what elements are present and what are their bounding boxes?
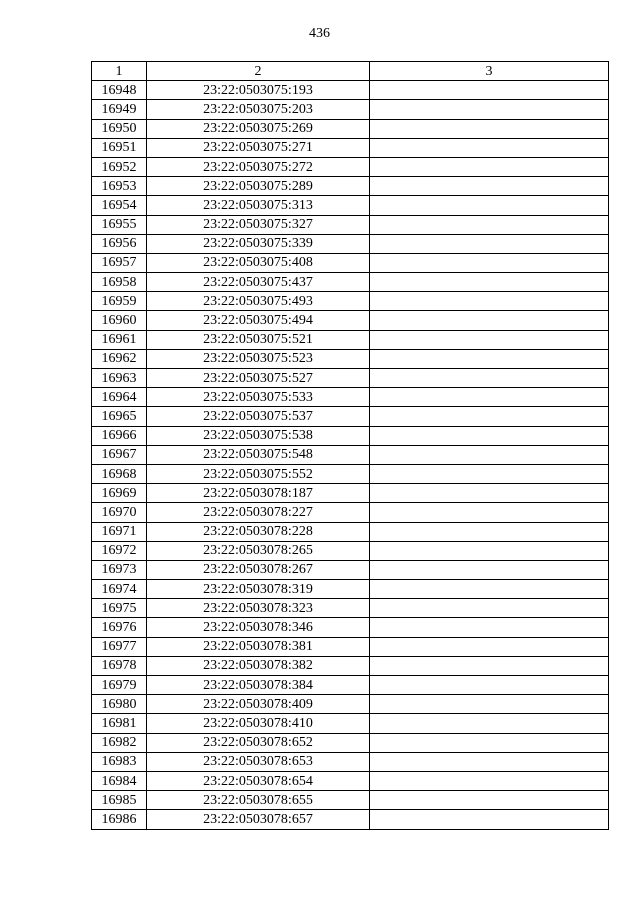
note-cell: [370, 656, 609, 675]
table-row: [92, 445, 609, 464]
table-row: [92, 618, 609, 637]
row-number-cell: 16967: [92, 445, 147, 464]
note-cell: [370, 119, 609, 138]
note-cell: [370, 464, 609, 483]
cadastral-number-cell: 23:22:0503075:271: [147, 138, 370, 157]
note-cell: [370, 292, 609, 311]
cadastral-number-cell: 23:22:0503075:523: [147, 349, 370, 368]
row-number-cell: 16974: [92, 580, 147, 599]
table-row: [92, 541, 609, 560]
table-row: [92, 695, 609, 714]
row-number-cell: 16954: [92, 196, 147, 215]
cadastral-number-cell: 23:22:0503075:339: [147, 234, 370, 253]
table-row: [92, 215, 609, 234]
cadastral-number-cell: 23:22:0503078:381: [147, 637, 370, 656]
row-number-cell: 16977: [92, 637, 147, 656]
note-cell: [370, 752, 609, 771]
table-row: [92, 637, 609, 656]
cadastral-number-cell: 23:22:0503075:289: [147, 177, 370, 196]
cadastral-number-cell: 23:22:0503075:537: [147, 407, 370, 426]
table-row: [92, 503, 609, 522]
cadastral-number-cell: 23:22:0503075:548: [147, 445, 370, 464]
cadastral-number-cell: 23:22:0503078:228: [147, 522, 370, 541]
row-number-cell: 16981: [92, 714, 147, 733]
note-cell: [370, 733, 609, 752]
note-cell: [370, 234, 609, 253]
note-cell: [370, 177, 609, 196]
note-cell: [370, 330, 609, 349]
row-number-cell: 16986: [92, 810, 147, 829]
note-cell: [370, 810, 609, 829]
row-number-cell: 16978: [92, 656, 147, 675]
cadastral-number-cell: 23:22:0503075:313: [147, 196, 370, 215]
table-row: [92, 119, 609, 138]
note-cell: [370, 541, 609, 560]
table-row: [92, 771, 609, 790]
row-number-cell: 16966: [92, 426, 147, 445]
cadastral-number-cell: 23:22:0503075:193: [147, 81, 370, 100]
cadastral-number-cell: 23:22:0503078:346: [147, 618, 370, 637]
row-number-cell: 16976: [92, 618, 147, 637]
table-row: [92, 407, 609, 426]
cadastral-number-cell: 23:22:0503075:203: [147, 100, 370, 119]
row-number-cell: 16957: [92, 253, 147, 272]
cadastral-number-cell: 23:22:0503078:409: [147, 695, 370, 714]
cadastral-number-cell: 23:22:0503075:269: [147, 119, 370, 138]
registry-table: [91, 61, 609, 830]
table-row: [92, 810, 609, 829]
table-row: [92, 464, 609, 483]
cadastral-number-cell: 23:22:0503078:410: [147, 714, 370, 733]
note-cell: [370, 81, 609, 100]
cadastral-number-cell: 23:22:0503075:494: [147, 311, 370, 330]
column-header-1: 1: [92, 62, 147, 81]
row-number-cell: 16958: [92, 273, 147, 292]
note-cell: [370, 791, 609, 810]
note-cell: [370, 215, 609, 234]
cadastral-number-cell: 23:22:0503075:327: [147, 215, 370, 234]
table-row: [92, 369, 609, 388]
table-row: [92, 311, 609, 330]
cadastral-number-cell: 23:22:0503078:657: [147, 810, 370, 829]
table-row: [92, 196, 609, 215]
note-cell: [370, 407, 609, 426]
table-row: [92, 234, 609, 253]
row-number-cell: 16950: [92, 119, 147, 138]
note-cell: [370, 273, 609, 292]
note-cell: [370, 618, 609, 637]
table-row: [92, 273, 609, 292]
row-number-cell: 16972: [92, 541, 147, 560]
cadastral-number-cell: 23:22:0503078:653: [147, 752, 370, 771]
cadastral-number-cell: 23:22:0503078:267: [147, 560, 370, 579]
table-row: [92, 676, 609, 695]
cadastral-number-cell: 23:22:0503078:655: [147, 791, 370, 810]
note-cell: [370, 311, 609, 330]
row-number-cell: 16964: [92, 388, 147, 407]
row-number-cell: 16953: [92, 177, 147, 196]
cadastral-number-cell: 23:22:0503075:527: [147, 369, 370, 388]
cadastral-number-cell: 23:22:0503075:493: [147, 292, 370, 311]
note-cell: [370, 196, 609, 215]
row-number-cell: 16985: [92, 791, 147, 810]
table-row: [92, 656, 609, 675]
row-number-cell: 16962: [92, 349, 147, 368]
column-header-3: 3: [370, 62, 609, 81]
table-row: [92, 522, 609, 541]
note-cell: [370, 484, 609, 503]
row-number-cell: 16956: [92, 234, 147, 253]
note-cell: [370, 253, 609, 272]
table-row: [92, 177, 609, 196]
cadastral-number-cell: 23:22:0503078:319: [147, 580, 370, 599]
table-row: [92, 580, 609, 599]
cadastral-number-cell: 23:22:0503075:408: [147, 253, 370, 272]
cadastral-number-cell: 23:22:0503078:384: [147, 676, 370, 695]
table-row: [92, 157, 609, 176]
note-cell: [370, 138, 609, 157]
row-number-cell: 16961: [92, 330, 147, 349]
note-cell: [370, 695, 609, 714]
note-cell: [370, 580, 609, 599]
row-number-cell: 16952: [92, 157, 147, 176]
table-row: [92, 560, 609, 579]
cadastral-number-cell: 23:22:0503075:437: [147, 273, 370, 292]
table-row: [92, 388, 609, 407]
table-row: [92, 752, 609, 771]
row-number-cell: 16973: [92, 560, 147, 579]
row-number-cell: 16965: [92, 407, 147, 426]
page-number: 436: [309, 26, 330, 41]
row-number-cell: 16968: [92, 464, 147, 483]
note-cell: [370, 157, 609, 176]
row-number-cell: 16984: [92, 771, 147, 790]
row-number-cell: 16971: [92, 522, 147, 541]
cadastral-number-cell: 23:22:0503078:654: [147, 771, 370, 790]
row-number-cell: 16949: [92, 100, 147, 119]
cadastral-number-cell: 23:22:0503078:652: [147, 733, 370, 752]
note-cell: [370, 369, 609, 388]
cadastral-number-cell: 23:22:0503075:552: [147, 464, 370, 483]
note-cell: [370, 599, 609, 618]
note-cell: [370, 771, 609, 790]
note-cell: [370, 388, 609, 407]
table-row: [92, 292, 609, 311]
cadastral-number-cell: 23:22:0503075:521: [147, 330, 370, 349]
cadastral-number-cell: 23:22:0503075:538: [147, 426, 370, 445]
table-row: [92, 138, 609, 157]
cadastral-number-cell: 23:22:0503078:382: [147, 656, 370, 675]
table-row: [92, 733, 609, 752]
note-cell: [370, 637, 609, 656]
table-row: [92, 253, 609, 272]
row-number-cell: 16969: [92, 484, 147, 503]
note-cell: [370, 503, 609, 522]
row-number-cell: 16963: [92, 369, 147, 388]
note-cell: [370, 714, 609, 733]
cadastral-number-cell: 23:22:0503075:272: [147, 157, 370, 176]
cadastral-number-cell: 23:22:0503078:323: [147, 599, 370, 618]
table-row: [92, 330, 609, 349]
cadastral-number-cell: 23:22:0503078:265: [147, 541, 370, 560]
row-number-cell: 16951: [92, 138, 147, 157]
cadastral-number-cell: 23:22:0503078:227: [147, 503, 370, 522]
row-number-cell: 16979: [92, 676, 147, 695]
note-cell: [370, 426, 609, 445]
row-number-cell: 16982: [92, 733, 147, 752]
note-cell: [370, 445, 609, 464]
row-number-cell: 16980: [92, 695, 147, 714]
row-number-cell: 16983: [92, 752, 147, 771]
row-number-cell: 16975: [92, 599, 147, 618]
table-row: [92, 599, 609, 618]
row-number-cell: 16955: [92, 215, 147, 234]
table-row: [92, 100, 609, 119]
note-cell: [370, 676, 609, 695]
note-cell: [370, 100, 609, 119]
row-number-cell: 16959: [92, 292, 147, 311]
row-number-cell: 16960: [92, 311, 147, 330]
row-number-cell: 16948: [92, 81, 147, 100]
note-cell: [370, 560, 609, 579]
row-number-cell: 16970: [92, 503, 147, 522]
table-body: [92, 81, 609, 829]
table-row: [92, 349, 609, 368]
table-row: [92, 484, 609, 503]
cadastral-number-cell: 23:22:0503075:533: [147, 388, 370, 407]
table-row: [92, 426, 609, 445]
note-cell: [370, 522, 609, 541]
table-row: [92, 791, 609, 810]
column-header-2: 2: [147, 62, 370, 81]
cadastral-number-cell: 23:22:0503078:187: [147, 484, 370, 503]
table-row: [92, 714, 609, 733]
table-row: [92, 81, 609, 100]
header-row: [92, 62, 609, 81]
note-cell: [370, 349, 609, 368]
